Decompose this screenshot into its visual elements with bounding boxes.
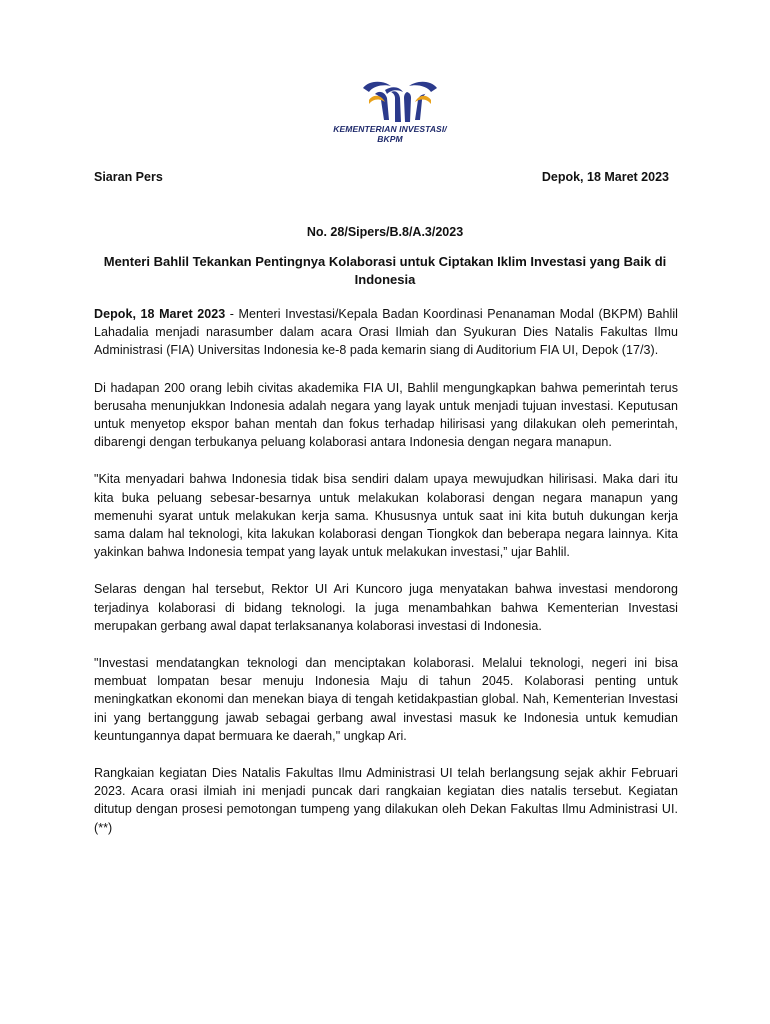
document-type: Siaran Pers xyxy=(94,170,163,184)
paragraph-1 xyxy=(94,305,678,360)
organization-name-line2: BKPM xyxy=(377,134,403,144)
paragraph-5: "Investasi mendatangkan teknologi dan menciptakan kolaborasi. Melalui teknologi, negeri ini bisa membuat lompatan besar menuju Indonesia Maju di tahun 2045. Kolaborasi penting untuk meningkatkan ekonomi dan menekan biaya di tengah ketidakpastian global. Nah, Kementerian Investasi ini yang bertanggung jawab sebagai gerbang awal investasi masuk ke Indonesia untuk kemudian keuntungannya dapat bermuara ke daerah," ungkap Ari. xyxy=(94,656,678,743)
body-text xyxy=(94,305,678,856)
organization-name xyxy=(305,124,475,144)
paragraph-6: Rangkaian kegiatan Dies Natalis Fakultas Ilmu Administrasi UI telah berlangsung sejak akhir Februari 2023. Acara orasi ilmiah ini menjadi puncak dari rangkaian kegiatan dies natalis tersebut. Kegiatan ditutup dengan prosesi pemotongan tumpeng yang dilakukan oleh Dekan Fakultas Ilmu Administrasi UI.(**) xyxy=(94,766,678,835)
organization-name-line1: KEMENTERIAN INVESTASI/ xyxy=(333,124,447,134)
paragraph-4: Selaras dengan hal tersebut, Rektor UI Ari Kuncoro juga menyatakan bahwa investasi mendorong terjadinya kolaborasi di bidang teknologi. Ia juga menambahkan bahwa Kementerian Investasi merupakan gerbang awal dapat terlaksananya kolaborasi investasi di Indonesia. xyxy=(94,582,678,633)
place-date: Depok, 18 Maret 2023 xyxy=(541,170,669,184)
dateline: Depok, 18 Maret 2023 xyxy=(94,307,226,321)
paragraph-2: Di hadapan 200 orang lebih civitas akademika FIA UI, Bahlil mengungkapkan bahwa pemerintah terus berusaha menunjukkan Indonesia adalah negara yang layak untuk menjadi tujuan investasi. Keputusan untuk menyetop ekspor bahan mentah dan fokus terhadap hilirisasi yang dilakukan oleh pemerintah, dibarengi dengan terbukanya peluang kolaborasi antara Indonesia dengan negara manapun. xyxy=(94,380,678,450)
bkpm-logo-icon xyxy=(355,78,445,126)
document-number: No. 28/Sipers/B.8/A.3/2023 xyxy=(306,225,464,239)
paragraph-3: "Kita menyadari bahwa Indonesia tidak bisa sendiri dalam upaya mewujudkan hilirisasi. Maka dari itu kita buka peluang sebesar-besarnya untuk melakukan kolaborasi dengan negara manapun yang memenuhi syarat untuk melakukan kerja sama. Khususnya untuk saat ini kita butuh dukungan kerja sama dalam hal teknologi, kita lakukan kolaborasi dengan Tiongkok dan beberapa negara lainnya. Kita yakinkan bahwa Indonesia tempat yang layak untuk melakukan investasi,” ujar Bahlil. xyxy=(94,472,678,560)
paragraph-1-text: - Menteri Investasi/Kepala Badan Koordinasi Penanaman Modal (BKPM) Bahlil Lahadalia menjadi narasumber dalam acara Orasi Ilmiah dan Syukuran Dies Natalis Fakultas Ilmu Administrasi (FIA) Universitas Indonesia ke-8 pada kemarin siang di Auditorium FIA UI, Depok (17/3). xyxy=(94,307,678,358)
headline: Menteri Bahlil Tekankan Pentingnya Kolaborasi untuk Ciptakan Iklim Investasi yang Baik di Indonesia xyxy=(103,254,667,287)
